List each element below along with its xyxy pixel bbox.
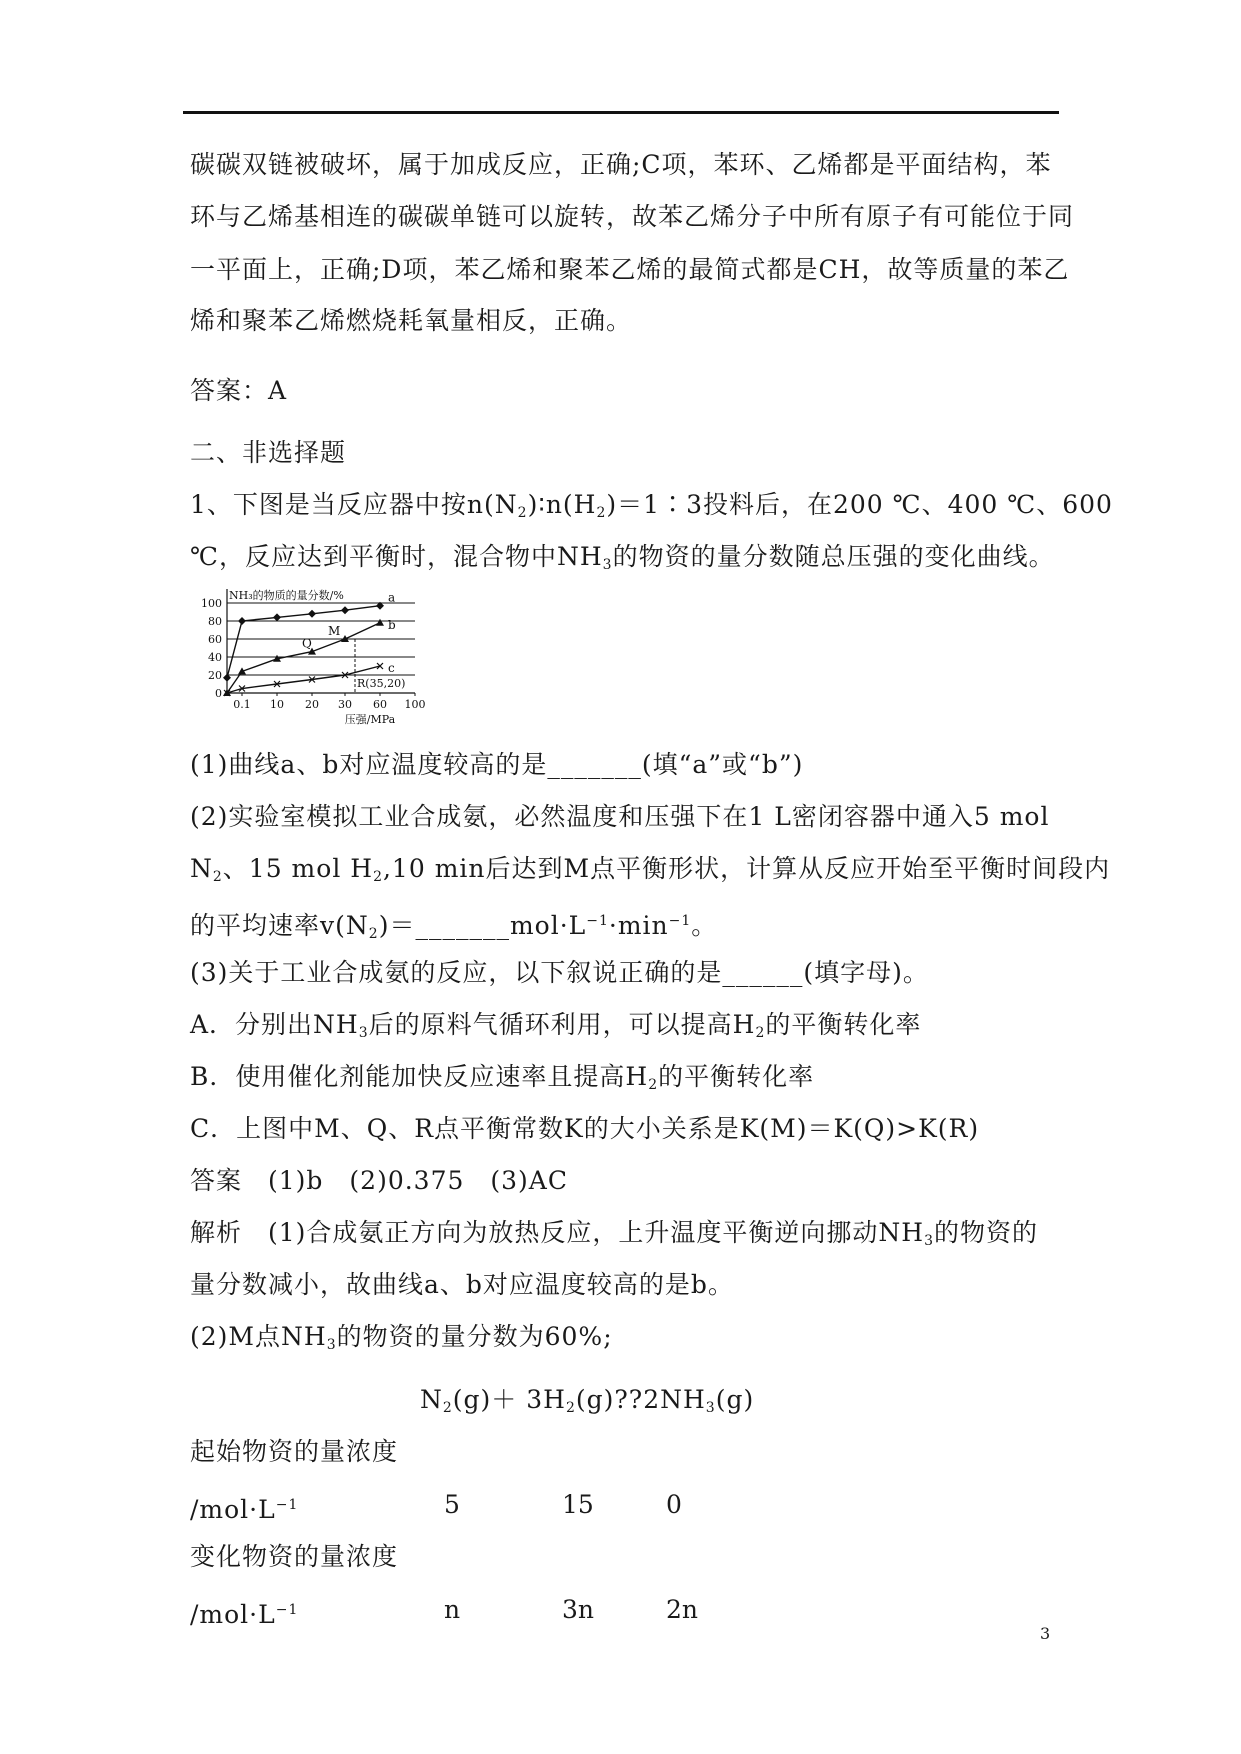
annotation-q: Q <box>302 636 312 651</box>
option-a: A．分别出$NH_3$后的原料气循环利用，可以提高$H_2$的平衡转化率 <box>190 1010 922 1041</box>
sub-question-2: (2)实验室模拟工业合成氨，必然温度和压强下在1 L密闭容器中通入5 mol <box>190 802 1050 831</box>
question-stem-line2: ℃，反应达到平衡时，混合物中$NH_3$的物资的量分数随总压强的变化曲线。 <box>190 542 1055 573</box>
table-cell: 15 <box>562 1490 594 1519</box>
table-cell: 3n <box>562 1595 595 1624</box>
point-a <box>273 613 281 621</box>
option-c: C．上图中M、Q、R点平衡常数K的大小关系是K(M)＝K(Q)>K(R) <box>190 1114 980 1143</box>
sub-question-2-line3: 的平均速率$v(N_2)=\_\_\_\_\_\_\_mol\cdot L^{-1}\cdot\min^{-1}$。 <box>190 911 718 942</box>
point-b <box>376 619 384 626</box>
y-tick-label: 60 <box>208 633 222 646</box>
analysis-line2: 量分数减小，故曲线a、b对应温度较高的是b。 <box>190 1270 734 1299</box>
x-tick-label: 100 <box>404 698 426 711</box>
question-stem: 1、下图是当反应器中按$n(N_2)∶n(H_2)=1∶3$投料后，在200 ℃、400 ℃、600 <box>190 490 1113 521</box>
table-cell: n <box>444 1595 461 1624</box>
table-cell: 2n <box>666 1595 699 1624</box>
analysis-line1: 解析 (1)合成氨正方向为放热反应，上升温度平衡逆向挪动$NH_3$的物资的 <box>190 1218 1039 1249</box>
reaction-equation: $N_2(g)+$ $3H_2(g)??2NH_3(g)$ <box>420 1385 755 1416</box>
x-tick-label: 0.1 <box>233 698 251 711</box>
series-label-b: b <box>388 617 396 632</box>
paragraph-line: 烯和聚苯乙烯燃烧耗氧量相反，正确。 <box>190 306 633 335</box>
option-b: B．使用催化剂能加快反应速率且提高$H_2$的平衡转化率 <box>190 1062 815 1093</box>
answer-line: 答案 (1)b (2)0.375 (3)AC <box>190 1166 568 1195</box>
x-tick-label: 30 <box>338 698 352 711</box>
y-tick-label: 0 <box>215 687 222 700</box>
section-title: 二、非选择题 <box>190 438 347 467</box>
y-tick-label: 20 <box>208 669 222 682</box>
y-tick-label: 100 <box>201 597 222 610</box>
table-cell: 5 <box>444 1490 460 1519</box>
point-a <box>341 606 349 614</box>
paragraph-line: 一平面上，正确;D项，苯乙烯和聚苯乙烯的最简式都是CH，故等质量的苯乙 <box>190 255 1070 284</box>
paragraph-line: 碳碳双链被破坏，属于加成反应，正确;C项，苯环、乙烯都是平面结构，苯 <box>190 150 1052 179</box>
point-a <box>238 617 246 625</box>
table-cell: 0 <box>666 1490 682 1519</box>
analysis-line3: (2)M点$NH_3$的物资的量分数为60%; <box>190 1322 613 1353</box>
x-axis-title: 压强/MPa <box>344 713 396 726</box>
previous-answer: 答案：A <box>190 376 288 405</box>
paragraph-line: 环与乙烯基相连的碳碳单链可以旋转，故苯乙烯分子中所有原子有可能位于同 <box>190 202 1075 231</box>
header-rule <box>183 111 1059 114</box>
table-unit: $/mol\cdot L^{-1}$ <box>190 1495 299 1524</box>
page-number: 3 <box>1040 1624 1051 1643</box>
table-unit: $/mol\cdot L^{-1}$ <box>190 1600 299 1629</box>
table-row2-label: 变化物资的量浓度 <box>190 1542 399 1571</box>
x-tick-label: 20 <box>305 698 319 711</box>
table-row1-label: 起始物资的量浓度 <box>190 1437 399 1466</box>
series-label-a: a <box>388 590 396 605</box>
sub-question-2-line2: $N_2$、15 mol $H_2,10$ min后达到M点平衡形状，计算从反应开始至平衡时间段内 <box>190 854 1111 885</box>
y-axis-title: NH₃的物质的量分数/% <box>229 589 344 602</box>
y-tick-label: 40 <box>208 651 222 664</box>
annotation-m: M <box>328 624 341 638</box>
x-tick-label: 60 <box>373 698 387 711</box>
x-tick-label: 10 <box>270 698 284 711</box>
y-tick-label: 80 <box>208 615 222 628</box>
nh3-fraction-chart <box>190 585 430 735</box>
annotation-r: R(35,20) <box>357 677 406 690</box>
sub-question-1: (1)曲线a、b对应温度较高的是_______(填“a”或“b”) <box>190 750 804 779</box>
sub-question-3: (3)关于工业合成氨的反应，以下叙说正确的是______(填字母)。 <box>190 958 929 987</box>
point-a <box>308 610 316 618</box>
series-label-c: c <box>388 661 395 675</box>
